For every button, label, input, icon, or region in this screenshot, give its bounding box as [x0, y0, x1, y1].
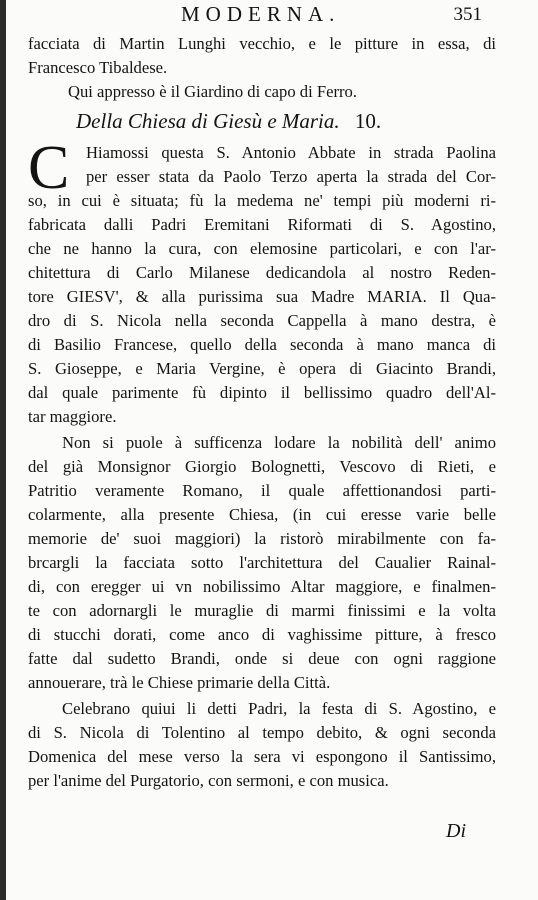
paragraph-line: te con adornargli le muraglie di marmi finissimi e la volta	[28, 601, 496, 620]
paragraph-line: tore GIESV', & alla purissima sua Madre MARIA. Il Qua-	[28, 287, 496, 306]
paragraph-line: chitettura di Carlo Milanese dedicandola al nostro Reden-	[28, 263, 496, 282]
intro-line: Francesco Tibaldese.	[28, 58, 168, 77]
paragraph-line: Hiamossi questa S. Antonio Abbate in strada Paolina	[86, 143, 496, 162]
paragraph-line: S. Gioseppe, e Maria Vergine, è opera di Giacinto Brandi,	[28, 359, 496, 378]
paragraph-line: Non si puole à sufficenza lodare la nobilità dell' animo	[62, 433, 496, 452]
note-line: Qui appresso è il Giardino di capo di Ferro.	[68, 82, 357, 101]
paragraph-line: Domenica del mese verso la sera vi espongono il Santissimo,	[28, 747, 496, 766]
paragraph-line: brcargli la facciata sotto l'architettura del Caualier Rainal-	[28, 553, 496, 572]
paragraph-line: annouerare, trà le Chiese primarie della Città.	[28, 673, 331, 692]
paragraph-line: fatte dal sudetto Brandi, onde si deue con ogni raggione	[28, 649, 496, 668]
running-head: MODERNA.	[181, 2, 341, 26]
section-title: Della Chiesa di Giesù e Maria.	[76, 109, 340, 133]
intro-line: facciata di Martin Lunghi vecchio, e le pitture in essa, di	[28, 34, 496, 53]
paragraph-line: di Basilio Francese, quello della seconda à mano manca di	[28, 335, 496, 354]
paragraph-line: di, con eregger ui vn nobilissimo Altar maggiore, e finalmen-	[28, 577, 496, 596]
page-number: 351	[453, 4, 482, 25]
section-number: 10.	[354, 109, 382, 133]
paragraph-line: per l'anime del Purgatorio, con sermoni, e con musica.	[28, 771, 389, 790]
section-heading	[76, 109, 476, 134]
paragraph-line: che ne hanno la cura, con elemosine particolari, e con l'ar-	[28, 239, 496, 258]
page-header	[6, 2, 538, 32]
paragraph-line: dro di S. Nicola nella seconda Cappella à mano destra, è	[28, 311, 496, 330]
paragraph-line: per esser stata da Paolo Terzo aperta la strada del Cor-	[86, 167, 496, 186]
paragraph-line: Celebrano quiui li detti Padri, la festa di S. Agostino, e	[62, 699, 496, 718]
paragraph-line: colarmente, alla presente Chiesa, (in cui eresse varie belle	[28, 505, 496, 524]
paragraph-line: Patritio veramente Romano, il quale affettionandosi parti-	[28, 481, 496, 500]
paragraph-line: di stucchi dorati, come anco di vaghissime pitture, à fresco	[28, 625, 496, 644]
paragraph-line: fabricata dalli Padri Eremitani Riformati di S. Agostino,	[28, 215, 496, 234]
paragraph-line: tar maggiore.	[28, 407, 117, 426]
drop-cap: C	[28, 134, 70, 202]
paragraph-line: dal quale parimente fù dipinto il bellissimo quadro dell'Al-	[28, 383, 496, 402]
catchword: Di	[446, 820, 466, 842]
paragraph-line: di S. Nicola di Tolentino al tempo debito, & ogni seconda	[28, 723, 496, 742]
paragraph-line: del già Monsignor Giorgio Bolognetti, Vescovo di Rieti, e	[28, 457, 496, 476]
paragraph-line: memorie de' suoi maggiori) la ristorò mirabilmente con fa-	[28, 529, 496, 548]
paragraph-line: so, in cui è situata; fù la medema ne' tempi più moderni ri-	[28, 191, 496, 210]
